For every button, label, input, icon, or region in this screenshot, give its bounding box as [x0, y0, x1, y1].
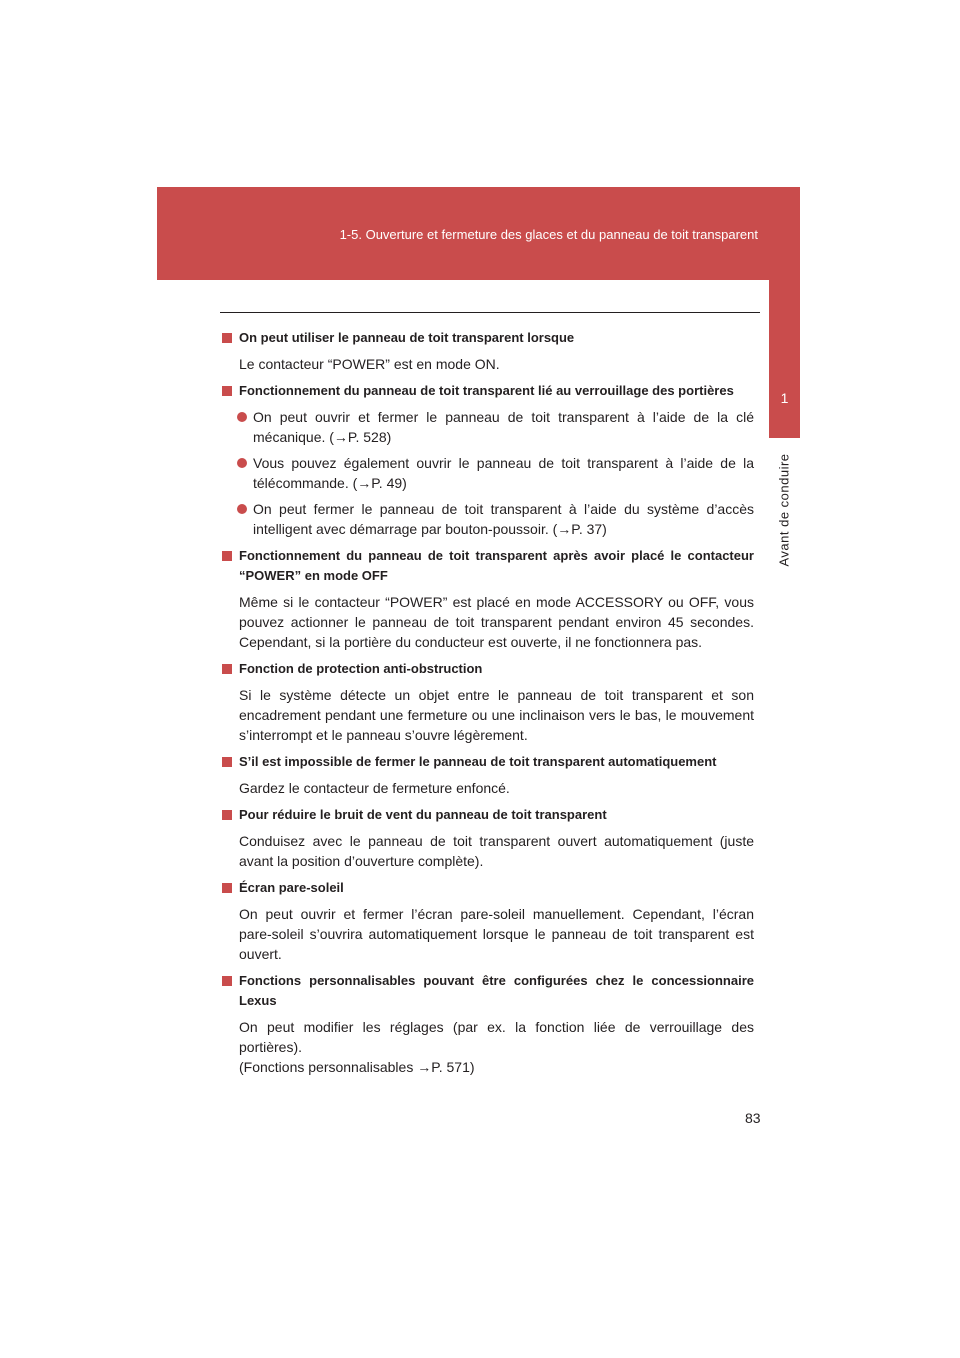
- bullet-item: [222, 453, 754, 493]
- section-sunshade: [222, 878, 754, 964]
- section-customizable-features: [222, 971, 754, 1077]
- paragraph: Gardez le contacteur de fermeture enfoncé.: [239, 780, 510, 796]
- section-title: 1-5. Ouverture et fermeture des glaces et du panneau de toit transparent: [339, 227, 758, 242]
- square-bullet-icon: [222, 976, 232, 986]
- section-power-off: [222, 546, 754, 652]
- round-bullet-icon: [237, 458, 247, 468]
- bullet-text: On peut ouvrir et fermer le panneau de toit transparent à l’aide de la clé mécanique. (→P. 528): [253, 409, 754, 445]
- section-heading: Fonctions personnalisables pouvant être configurées chez le concessionnaire Lexus: [239, 973, 754, 1008]
- paragraph: On peut ouvrir et fermer l’écran pare-soleil manuellement. Cependant, l’écran pare-soleil s’ouvrira automatiquement lorsque le panneau de toit transparent est ouvert.: [239, 906, 754, 962]
- square-bullet-icon: [222, 386, 232, 396]
- square-bullet-icon: [222, 883, 232, 893]
- section-heading: Fonctionnement du panneau de toit transparent après avoir placé le contacteur “POWER” en mode OFF: [239, 548, 754, 583]
- section-heading: Pour réduire le bruit de vent du panneau de toit transparent: [239, 807, 607, 822]
- page-number: 83: [745, 1110, 761, 1126]
- square-bullet-icon: [222, 333, 232, 343]
- paragraph: Le contacteur “POWER” est en mode ON.: [239, 356, 500, 372]
- square-bullet-icon: [222, 810, 232, 820]
- page-content: [222, 328, 754, 1084]
- bullet-item: [222, 407, 754, 447]
- bullet-text: On peut fermer le panneau de toit transparent à l’aide du système d’accès intelligent avec démarrage par bouton-poussoir. (→P. 37): [253, 501, 754, 537]
- bullet-text: Vous pouvez également ouvrir le panneau de toit transparent à l’aide de la télécommande. (→P. 49): [253, 455, 754, 491]
- round-bullet-icon: [237, 504, 247, 514]
- square-bullet-icon: [222, 757, 232, 767]
- chapter-header-band: [157, 187, 800, 280]
- section-heading: Fonctionnement du panneau de toit transparent lié au verrouillage des portières: [239, 383, 734, 398]
- section-usage-condition: [222, 328, 754, 374]
- bullet-item: [222, 499, 754, 539]
- paragraph: Même si le contacteur “POWER” est placé en mode ACCESSORY ou OFF, vous pouvez actionner le panneau de toit transparent pendant environ 45 secondes. Cependant, si la portière du conducteur est ouverte, il ne fonctionnera pas.: [239, 594, 754, 650]
- paragraph-line: (Fonctions personnalisables →P. 571): [239, 1059, 475, 1075]
- section-anti-obstruction: [222, 659, 754, 745]
- paragraph: Conduisez avec le panneau de toit transparent ouvert automatiquement (juste avant la position d’ouverture complète).: [239, 833, 754, 869]
- paragraph: Si le système détecte un objet entre le panneau de toit transparent et son encadrement pendant une fermeture ou une inclinaison vers le bas, le mouvement s’interrompt et le panneau s’ouvre légèrement.: [239, 687, 754, 743]
- chapter-number: 1: [780, 390, 789, 406]
- header-rule: [220, 312, 760, 313]
- round-bullet-icon: [237, 412, 247, 422]
- paragraph-line: On peut modifier les réglages (par ex. la fonction liée de verrouillage des portières).: [239, 1019, 754, 1055]
- section-cannot-close: [222, 752, 754, 798]
- section-heading: Écran pare-soleil: [239, 880, 344, 895]
- square-bullet-icon: [222, 664, 232, 674]
- section-heading: On peut utiliser le panneau de toit transparent lorsque: [239, 330, 575, 345]
- square-bullet-icon: [222, 551, 232, 561]
- section-heading: S’il est impossible de fermer le panneau de toit transparent automatiquement: [239, 754, 717, 769]
- chapter-tab: [769, 280, 800, 438]
- section-wind-noise: [222, 805, 754, 871]
- section-heading: Fonction de protection anti-obstruction: [239, 661, 483, 676]
- chapter-label: Avant de conduire: [776, 453, 792, 567]
- section-door-lock-link: [222, 381, 754, 539]
